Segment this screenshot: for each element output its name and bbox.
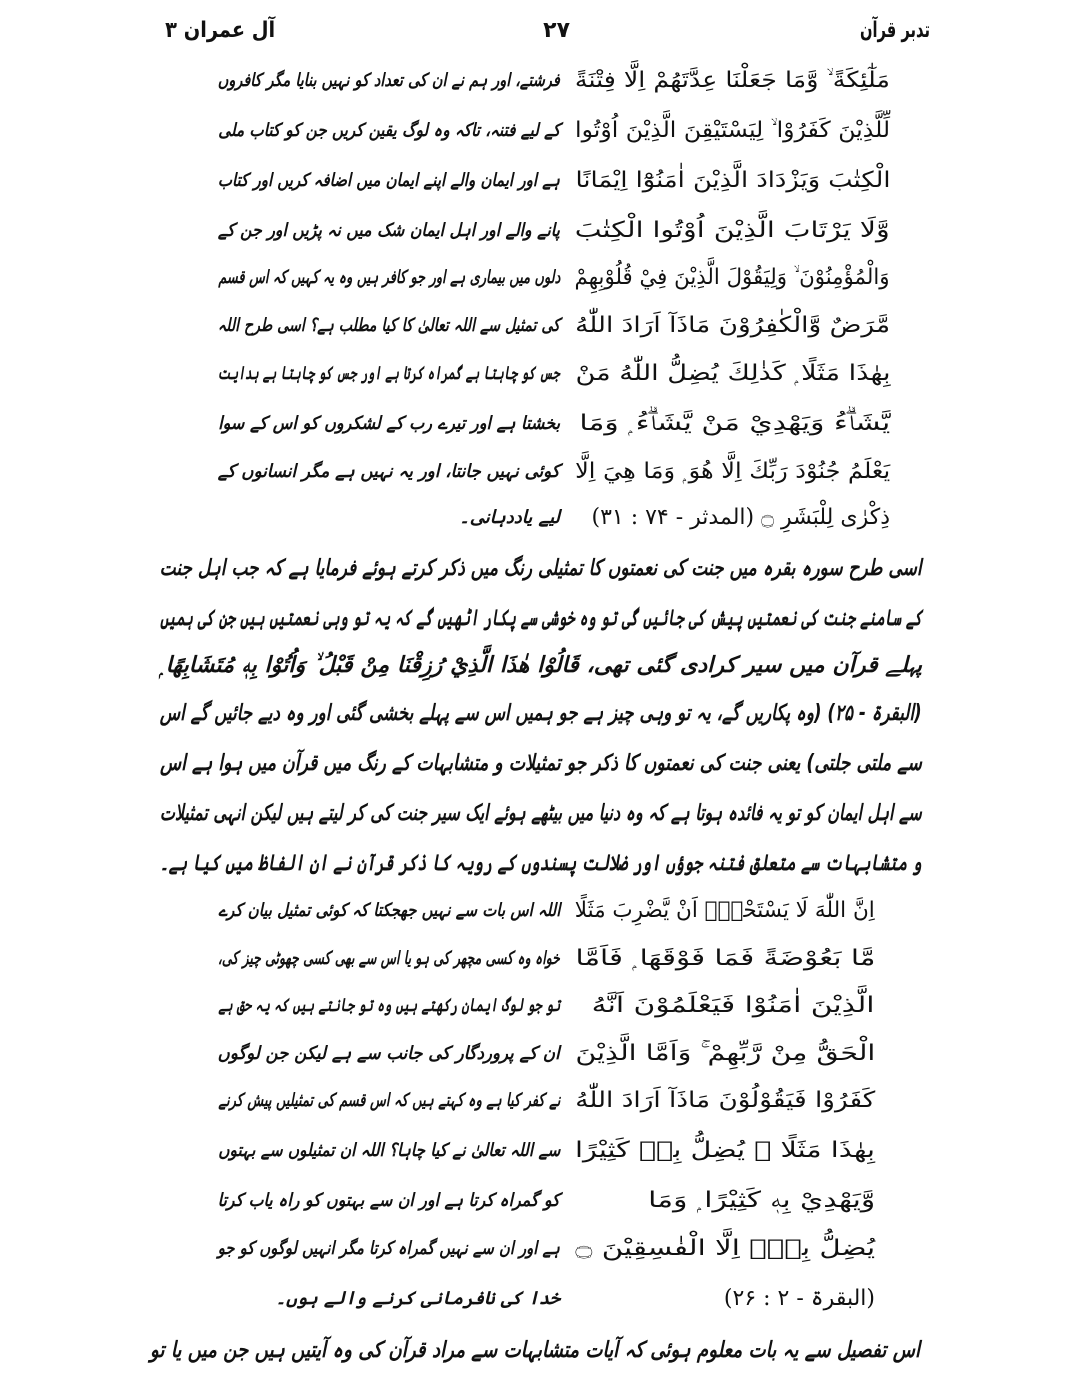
prose-line-text: اس تفصیل سے یہ بات معلوم ہوئی کہ آیات متشابہات سے مراد قرآن کی وہ آیتیں ہیں جن میں یا تو	[150, 1338, 920, 1363]
urdu-translation-line-text: جس کو چاہتا ہے گمراہ کرتا ہے اور جس کو چاہتا ہے ہدایت	[218, 363, 560, 384]
arabic-verse-line	[575, 461, 890, 495]
urdu-translation-line-text: نے کفر کیا ہے وہ کہتے ہیں کہ اس قسم کی تمثیلیں پیش کرنے	[218, 1090, 560, 1111]
urdu-translation-line-text: کے لیے فتنہ، تاکہ وہ لوگ یقین کریں جن کو کتاب ملی	[218, 120, 560, 141]
arabic-verse-line	[575, 900, 875, 934]
urdu-translation-line	[218, 122, 560, 156]
urdu-translation-line	[218, 997, 560, 1031]
urdu-translation-line	[218, 415, 560, 449]
arabic-verse-line-text: وَّيَهْدِيْ بِهٖ كَثِيْرًا ۭ وَمَا	[647, 1188, 875, 1213]
arabic-verse-line-text: وَالْمُؤْمِنُوْنَ ۙ وَلِيَقُوْلَ الَّذِيْنَ فِيْ قُلُوْبِهِمْ	[575, 265, 890, 290]
urdu-translation-line-text: پانے والے اور اہل ایمان شک میں نہ پڑیں اور جن کے	[218, 220, 560, 241]
arabic-verse-line	[575, 948, 875, 982]
prose-line-text: سے اہل ایمان کو تو یہ فائدہ ہوتا ہے کہ وہ دنیا میں بیٹھے ہوئے ایک سیر جنت کی کر لیتے ہیں لیکن انہی تمثیلات	[160, 801, 922, 826]
prose-line	[160, 753, 922, 787]
arabic-verse-line	[575, 267, 890, 301]
arabic-verse-line-text: الْحَقُّ مِنْ رَّبِّهِمْ ۚ وَاَمَّا الَّذِيْنَ	[575, 1041, 875, 1066]
urdu-translation-line-text: ان کے پروردگار کی جانب سے ہے لیکن جن لوگوں	[218, 1043, 560, 1064]
urdu-translation-line-text: ہے اور ان سے نہیں گمراہ کرتا مگر انہیں لوگوں کو جو	[218, 1238, 560, 1259]
header-surah: آل عمران ۳	[165, 18, 275, 43]
arabic-verse-line	[575, 1043, 875, 1077]
arabic-verse-line	[575, 1140, 875, 1174]
urdu-translation-line	[218, 222, 560, 256]
urdu-translation-line-text: کوئی نہیں جانتا، اور یہ نہیں ہے مگر انسانوں کے	[218, 461, 560, 482]
urdu-translation-line	[218, 269, 560, 303]
header-page-number: ۲۷	[543, 18, 570, 43]
arabic-verse-line	[575, 170, 890, 204]
urdu-translation-line	[218, 1045, 560, 1079]
urdu-translation-line-text: ہے اور ایمان والے اپنے ایمان میں اضافہ کریں اور کتاب	[218, 170, 560, 191]
arabic-verse-line	[575, 1238, 875, 1272]
arabic-verse-line	[575, 120, 890, 154]
prose-line	[160, 655, 922, 689]
arabic-verse-line	[575, 70, 890, 104]
urdu-translation-line	[218, 72, 560, 106]
arabic-verse-line	[575, 413, 890, 447]
prose-line	[160, 703, 922, 737]
arabic-verse-line-text: وَّلَا يَرْتَابَ الَّذِيْنَ اُوْتُوا الْكِتٰبَ	[575, 218, 890, 243]
arabic-verse-line	[575, 507, 890, 541]
urdu-translation-line	[218, 365, 560, 399]
arabic-verse-line-text: لِّلَّذِيْنَ كَفَرُوْا ۙ لِيَسْتَيْقِنَ الَّذِيْنَ اُوْتُوا	[575, 118, 890, 143]
prose-line-text: (البقرۃ - ۲۵) (وہ پکاریں گے، یہ تو وہی چیز ہے جو ہمیں اس سے پہلے بخشی گئی اور وہ دیے جائیں گے اس	[160, 701, 922, 726]
urdu-translation-line	[218, 509, 560, 543]
arabic-verse-line-text: يَّشَاۗءُ وَيَهْدِيْ مَنْ يَّشَاۗءُ ۭ وَمَا	[579, 411, 890, 436]
urdu-translation-line-text: کی تمثیل سے اللہ تعالیٰ کا کیا مطلب ہے؟ اسی طرح اللہ	[218, 315, 560, 336]
header-book-title: تدبر قرآن	[860, 18, 930, 43]
arabic-verse-line-text: يُضِلُّ بِهٖٓ اِلَّا الْفٰسِقِيْنَ ۝	[575, 1236, 875, 1261]
urdu-translation-line	[218, 1240, 560, 1274]
prose-line	[160, 558, 922, 592]
arabic-verse-line-text: بِهٰذَا مَثَلًا ۘ يُضِلُّ بِهٖ كَثِيْرًا	[575, 1138, 875, 1163]
urdu-translation-line	[218, 172, 560, 206]
prose-line	[160, 608, 922, 642]
prose-line	[160, 803, 922, 837]
arabic-verse-line	[575, 1288, 875, 1322]
arabic-verse-line-text: الْكِتٰبَ وَيَزْدَادَ الَّذِيْنَ اٰمَنُوْٓا اِيْمَانًا	[575, 168, 890, 193]
urdu-translation-line-text: لیے یاددہانی۔	[459, 507, 560, 528]
arabic-verse-line	[575, 1090, 875, 1124]
arabic-verse-line	[575, 995, 875, 1029]
urdu-translation-line-text: اللہ اس بات سے نہیں جھجکتا کہ کوئی تمثیل بیان کرے	[218, 900, 560, 921]
arabic-verse-line	[575, 315, 890, 349]
urdu-translation-line	[218, 1142, 560, 1176]
prose-line-text: پہلے قرآن میں سیر کرادی گئی تھی، قَالُوْا ھٰذَا الَّذِيْ رُزِقْنَا مِنْ قَبْلُ ۙ وَاُتُوْا بِهٖ مُتَشَابِهًا ۭ	[160, 653, 922, 678]
urdu-translation-line	[218, 1192, 560, 1226]
urdu-translation-line-text: خدا کی نافرمانی کرنے والے ہوں۔	[275, 1288, 560, 1309]
urdu-translation-line-text: فرشتے، اور ہم نے ان کی تعداد کو نہیں بنایا مگر کافروں	[218, 70, 560, 91]
urdu-translation-line	[218, 317, 560, 351]
arabic-verse-line	[575, 220, 890, 254]
arabic-verse-line-text: الَّذِيْنَ اٰمَنُوْا فَيَعْلَمُوْنَ اَنَّهُ	[592, 993, 875, 1018]
urdu-translation-line-text: دلوں میں بیماری ہے اور جو کافر ہیں وہ یہ کہیں کہ اس قسم	[218, 267, 560, 288]
prose-line-text: کے سامنے جنت کی نعمتیں پیش کی جائیں گی تو وہ خوشی سے پکار اٹھیں گے کہ یہ تو وہی نعمتیں ہیں جن کی ہمیں	[160, 606, 922, 631]
arabic-verse-line-text: مَلٰٓئِكَةً ۙ وَّمَا جَعَلْنَا عِدَّتَهُمْ اِلَّا فِتْنَةً	[575, 68, 890, 93]
urdu-translation-line-text: تو جو لوگ ایمان رکھتے ہیں وہ تو جانتے ہیں کہ یہ حق ہے	[218, 995, 560, 1016]
arabic-verse-line	[575, 363, 890, 397]
prose-line	[150, 1340, 920, 1374]
urdu-translation-line	[218, 1290, 560, 1324]
urdu-translation-line-text: کو گمراہ کرتا ہے اور ان سے بہتوں کو راہ یاب کرتا	[218, 1190, 560, 1211]
urdu-translation-line	[218, 950, 560, 984]
prose-line	[160, 853, 922, 887]
urdu-translation-line-text: سے اللہ تعالیٰ نے کیا چاہا؟ اللہ ان تمثیلوں سے بہتوں	[218, 1140, 560, 1161]
arabic-verse-line	[575, 1190, 875, 1224]
arabic-verse-line-text: (البقرۃ - ۲ : ۲۶)	[723, 1286, 875, 1311]
prose-line-text: اسی طرح سورہ بقرہ میں جنت کی نعمتوں کا تمثیلی رنگ میں ذکر کرتے ہوئے فرمایا ہے کہ جب اہل جنت	[160, 556, 922, 581]
arabic-verse-line-text: مَّا بَعُوْضَةً فَمَا فَوْقَهَا ۭ فَاَمَّا	[575, 946, 875, 971]
urdu-translation-line	[218, 902, 560, 936]
urdu-translation-line-text: بخشتا ہے اور تیرے رب کے لشکروں کو اس کے سوا	[218, 413, 560, 434]
prose-line-text: سے ملتی جلتی) یعنی جنت کی نعمتوں کا ذکر جو تمثیلات و متشابہات کے رنگ میں قرآن میں ہوا ہے اس	[160, 751, 922, 776]
urdu-translation-line-text: خواہ وہ کسی مچھر کی ہو یا اس سے بھی کسی چھوٹی چیز کی،	[218, 948, 560, 969]
arabic-verse-line-text: كَفَرُوْا فَيَقُوْلُوْنَ مَاذَآ اَرَادَ اللّٰهُ	[575, 1088, 875, 1113]
arabic-verse-line-text: يَعْلَمُ جُنُوْدَ رَبِّكَ اِلَّا هُوَ ۭ وَمَا هِيَ اِلَّا	[575, 459, 890, 484]
prose-line-text: و متشابہات سے متعلق فتنہ جوؤں اور ضلالت پسندوں کے رویہ کا ذکر قرآن نے ان الفاظ میں کیا ہے۔	[160, 851, 922, 876]
arabic-verse-line-text: اِنَّ اللّٰهَ لَا يَسْتَحْيٖٓ اَنْ يَّضْرِبَ مَثَلًا	[575, 898, 875, 923]
urdu-translation-line	[218, 463, 560, 497]
arabic-verse-line-text: بِهٰذَا مَثَلًا ۭ كَذٰلِكَ يُضِلُّ اللّٰهُ مَنْ	[575, 361, 890, 386]
urdu-translation-line	[218, 1092, 560, 1126]
arabic-verse-line-text: مَّرَضٌ وَّالْكٰفِرُوْنَ مَاذَآ اَرَادَ اللّٰهُ	[575, 313, 890, 338]
arabic-verse-line-text: ذِكْرٰى لِلْبَشَرِ ۝ (المدثر - ۷۴ : ۳۱)	[591, 505, 890, 530]
